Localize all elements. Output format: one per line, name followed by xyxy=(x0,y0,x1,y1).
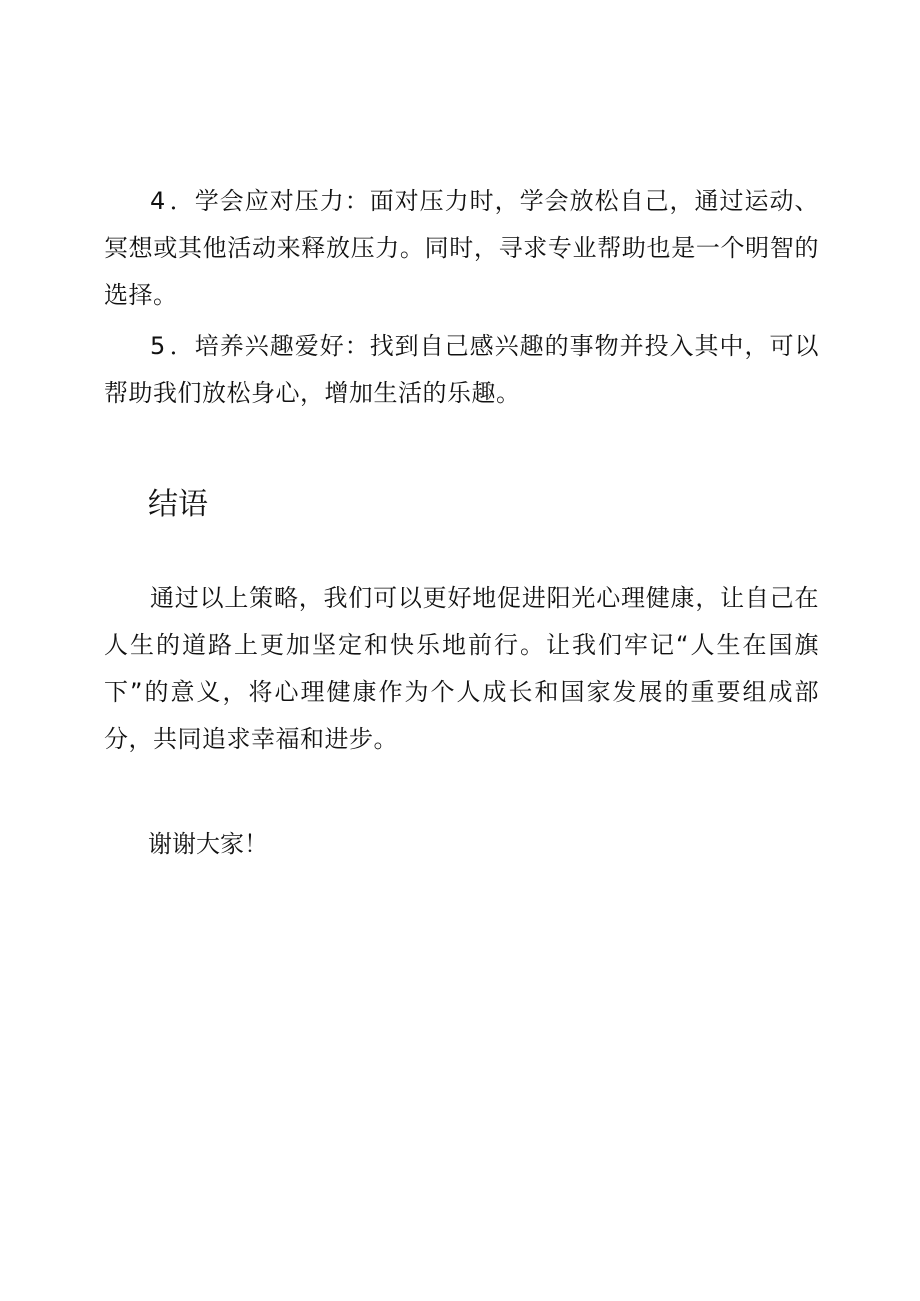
conclusion-paragraph: 通过以上策略，我们可以更好地促进阳光心理健康，让自己在人生的道路上更加坚定和快乐地前行。让我们牢记“人生在国旗下”的意义，将心理健康作为个人成长和国家发展的重要组成部分，共同追求幸福和进步。 xyxy=(104,584,819,753)
list-item-separator: ． xyxy=(169,332,195,360)
list-item-text: ：找到自己感兴趣的事物并投入其中，可以帮助我们放松身心，增加生活的乐趣。 xyxy=(104,332,820,407)
list-item-number: 4 xyxy=(150,187,170,215)
list-item-4 xyxy=(104,178,819,319)
list-item-title: 培养兴趣爱好 xyxy=(194,332,345,360)
list-item-number: 5 xyxy=(150,332,170,360)
list-item-text: ：面对压力时，学会放松自己，通过运动、冥想或其他活动来释放压力。同时，寻求专业帮助也是一个明智的选择。 xyxy=(104,187,820,309)
list-item-title: 学会应对压力 xyxy=(194,187,345,215)
section-heading: 结语 xyxy=(148,487,208,522)
list-item-separator: ． xyxy=(169,187,195,215)
closing-thanks: 谢谢大家！ xyxy=(148,830,268,858)
list-item-5 xyxy=(104,323,819,417)
